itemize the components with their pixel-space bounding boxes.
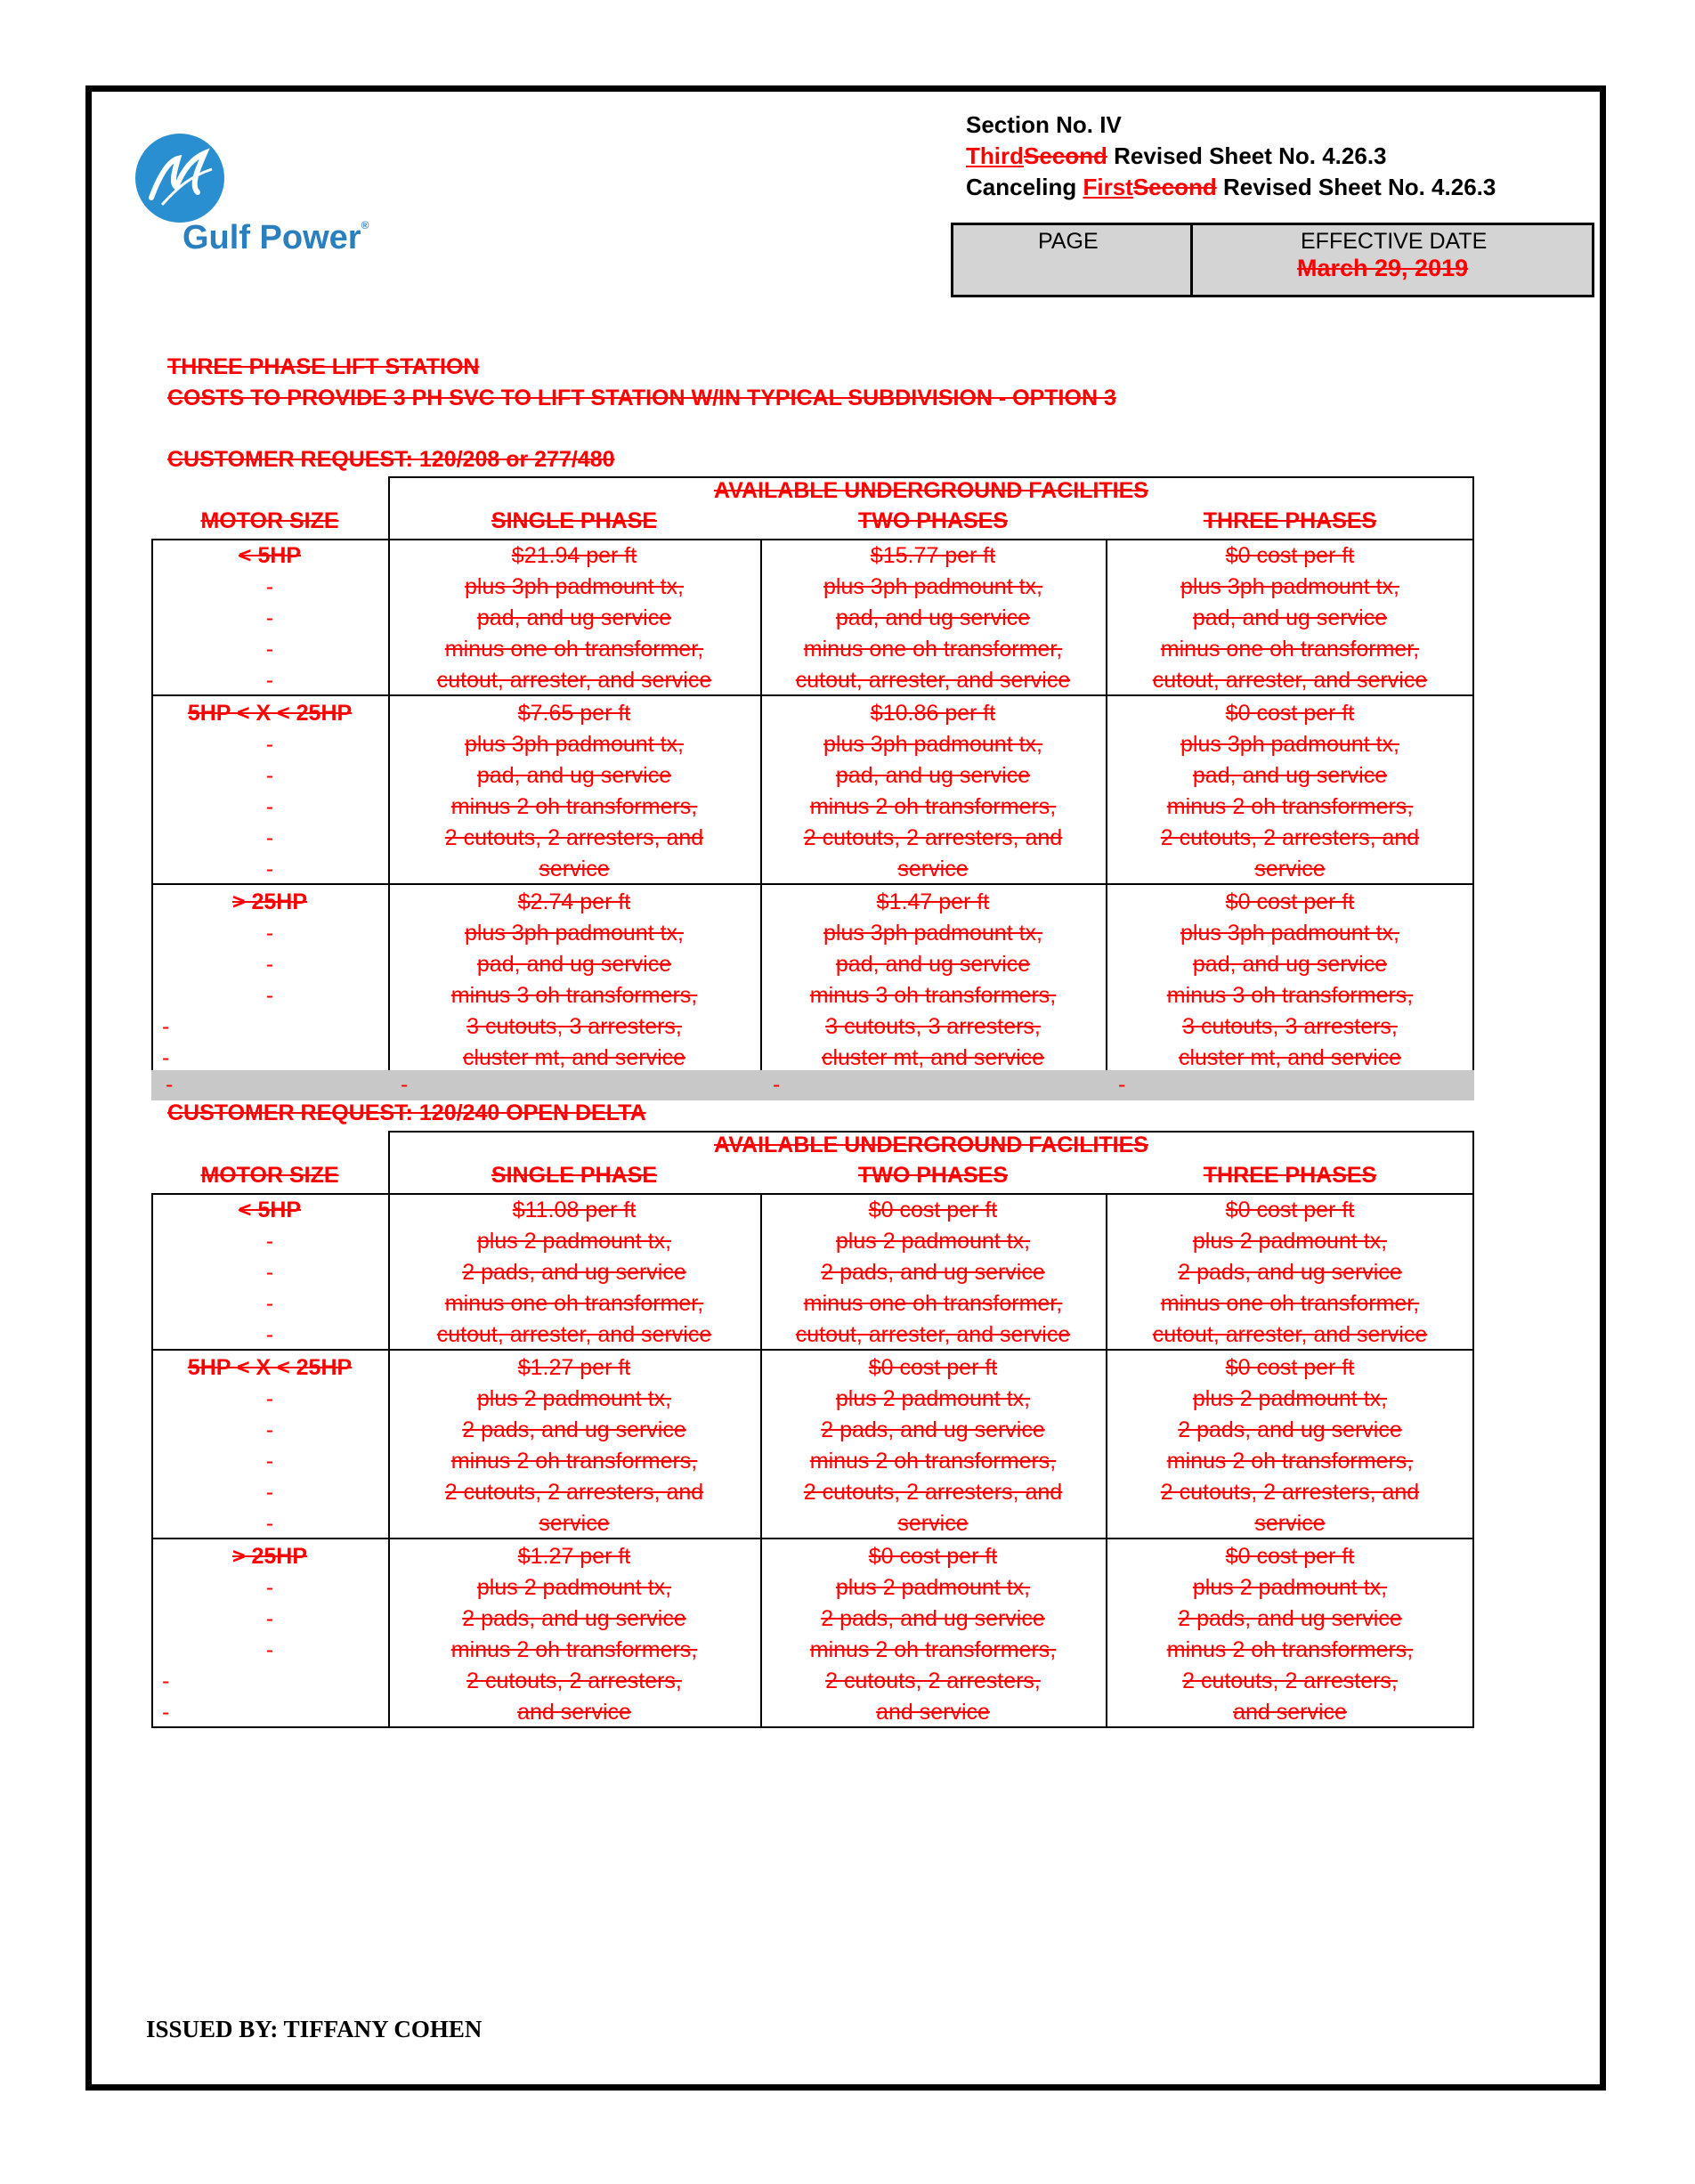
single-phase-cell-line: cutout, arrester, and service <box>436 1322 712 1347</box>
two-phase-cell-line: and service <box>876 1700 990 1725</box>
three-phase-cell-line: minus 2 oh transformers, <box>1166 1449 1414 1474</box>
logo-text: Gulf Power® <box>182 219 369 256</box>
page-effective-date-box <box>951 223 1594 297</box>
column-border <box>1106 1193 1107 1728</box>
dash: - <box>265 732 274 757</box>
three-phase-cell-line: pad, and ug service <box>1192 605 1388 630</box>
two-phase-cell-line: cutout, arrester, and service <box>795 1322 1071 1347</box>
three-phase-cell-line: cutout, arrester, and service <box>1152 668 1428 693</box>
two-phase-cell-line: minus one oh transformer, <box>803 637 1063 662</box>
two-phase-cell-line: pad, and ug service <box>835 605 1031 630</box>
three-phase-cell-line: service <box>1254 1511 1326 1536</box>
dash: - <box>265 825 274 850</box>
single-phase-cell-line: $1.27 per ft <box>517 1355 631 1380</box>
single-phase-cell-line: 2 pads, and ug service <box>462 1417 686 1442</box>
motor-size-cell: > 25HP <box>231 889 308 914</box>
dash: - <box>162 1045 170 1070</box>
three-phase-cell-line: minus 2 oh transformers, <box>1166 794 1414 819</box>
page-label: PAGE <box>1038 229 1099 254</box>
row-border <box>151 1726 1474 1728</box>
single-phase-cell-line: $7.65 per ft <box>517 701 631 726</box>
single-phase-cell-line: pad, and ug service <box>476 952 672 977</box>
row-border <box>151 1538 1474 1539</box>
three-phase-cell-line: plus 2 padmount tx, <box>1192 1575 1388 1600</box>
three-phase-cell-line: and service <box>1233 1700 1347 1725</box>
three-phase-cell-line: plus 3ph padmount tx, <box>1180 921 1399 946</box>
two-phase-cell-line: service <box>897 1511 969 1536</box>
revised-sheet-line: ThirdSecond Revised Sheet No. 4.26.3 <box>966 142 1387 169</box>
single-phase-cell-line: and service <box>517 1700 631 1725</box>
column-border <box>388 539 390 1074</box>
two-phase-cell-line: $10.86 per ft <box>870 701 996 726</box>
three-phase-cell-line: 2 cutouts, 2 arresters, and <box>1160 825 1420 850</box>
three-phase-cell-line: 2 cutouts, 2 arresters, <box>1182 1668 1398 1693</box>
two-phase-cell-line: minus 3 oh transformers, <box>809 983 1057 1008</box>
single-phase-cell-line: minus 2 oh transformers, <box>450 1637 698 1662</box>
two-phase-cell-line: plus 2 padmount tx, <box>835 1575 1031 1600</box>
effective-date-label: EFFECTIVE DATE <box>1301 229 1488 254</box>
dash: - <box>265 857 274 881</box>
doc-title: THREE PHASE LIFT STATION <box>167 354 480 379</box>
single-phase-cell-line: $1.27 per ft <box>517 1544 631 1569</box>
two-phase-cell-line: plus 2 padmount tx, <box>835 1229 1031 1254</box>
two-phase-cell-line: plus 3ph padmount tx, <box>823 921 1042 946</box>
three-phase-cell-line: 3 cutouts, 3 arresters, <box>1182 1014 1398 1039</box>
two-phases-heading: TWO PHASES <box>857 1163 1009 1188</box>
three-phase-cell-line: minus 3 oh transformers, <box>1166 983 1414 1008</box>
single-phase-cell-line: plus 2 padmount tx, <box>476 1386 672 1411</box>
two-phase-cell-line: plus 3ph padmount tx, <box>823 574 1042 599</box>
dash: - <box>1118 1072 1126 1097</box>
motor-size-cell: > 25HP <box>231 1544 308 1569</box>
single-phase-cell-line: cutout, arrester, and service <box>436 668 712 693</box>
single-phase-cell-line: 2 cutouts, 2 arresters, and <box>444 1480 704 1505</box>
doc-subtitle: COSTS TO PROVIDE 3 PH SVC TO LIFT STATION W/IN TYPICAL SUBDIVISION - OPTION 3 <box>167 386 1116 410</box>
row-border <box>151 1349 1474 1351</box>
three-phase-cell-line: 2 pads, and ug service <box>1178 1606 1402 1631</box>
dash: - <box>162 1700 170 1725</box>
two-phase-cell-line: minus 2 oh transformers, <box>809 1637 1057 1662</box>
two-phase-cell-line: 2 pads, and ug service <box>821 1417 1045 1442</box>
three-phase-cell-line: plus 3ph padmount tx, <box>1180 732 1399 757</box>
motor-size-heading: MOTOR SIZE <box>200 508 339 533</box>
dash: - <box>265 1575 274 1600</box>
dash: - <box>265 921 274 946</box>
two-phase-cell-line: cutout, arrester, and service <box>795 668 1071 693</box>
column-border <box>151 539 153 1074</box>
two-phase-cell-line: pad, and ug service <box>835 952 1031 977</box>
dash: - <box>265 1229 274 1254</box>
motor-size-heading: MOTOR SIZE <box>200 1163 339 1188</box>
dash: - <box>265 983 274 1008</box>
three-phase-cell-line: minus one oh transformer, <box>1160 1291 1420 1316</box>
two-phase-cell-line: plus 2 padmount tx, <box>835 1386 1031 1411</box>
column-border <box>760 539 762 1074</box>
dash: - <box>265 1260 274 1285</box>
separator-row <box>151 1070 1474 1100</box>
dash: - <box>265 1449 274 1474</box>
two-phase-cell-line: 2 cutouts, 2 arresters, and <box>803 825 1063 850</box>
motor-size-cell: 5HP < X < 25HP <box>187 1355 353 1380</box>
three-phases-heading: THREE PHASES <box>1203 508 1377 533</box>
single-phase-cell-line: $2.74 per ft <box>517 889 631 914</box>
dash: - <box>265 1417 274 1442</box>
two-phase-cell-line: $1.47 per ft <box>876 889 990 914</box>
two-phase-cell-line: 2 pads, and ug service <box>821 1260 1045 1285</box>
motor-size-cell: < 5HP <box>238 543 302 568</box>
dash: - <box>773 1072 781 1097</box>
company-logo <box>135 134 438 258</box>
single-phase-cell-line: minus one oh transformer, <box>444 637 704 662</box>
dash: - <box>265 1322 274 1347</box>
three-phase-cell-line: minus one oh transformer, <box>1160 637 1420 662</box>
dash: - <box>265 668 274 693</box>
dash: - <box>265 794 274 819</box>
column-border <box>1472 539 1474 1074</box>
section-number: Section No. IV <box>966 111 1122 138</box>
customer-request-1: CUSTOMER REQUEST: 120/208 or 277/480 <box>167 447 615 472</box>
three-phase-cell-line: 2 pads, and ug service <box>1178 1417 1402 1442</box>
three-phase-cell-line: plus 3ph padmount tx, <box>1180 574 1399 599</box>
dash: - <box>166 1072 174 1097</box>
single-phase-cell-line: minus one oh transformer, <box>444 1291 704 1316</box>
two-phase-cell-line: 2 cutouts, 2 arresters, <box>825 1668 1041 1693</box>
single-phase-cell-line: 2 pads, and ug service <box>462 1606 686 1631</box>
three-phase-cell-line: $0 cost per ft <box>1225 889 1355 914</box>
single-phase-cell-line: plus 2 padmount tx, <box>476 1575 672 1600</box>
column-border <box>760 1193 762 1728</box>
dash: - <box>265 1386 274 1411</box>
single-phase-cell-line: 2 cutouts, 2 arresters, <box>466 1668 682 1693</box>
single-phase-cell-line: service <box>539 1511 610 1536</box>
single-phase-cell-line: $21.94 per ft <box>511 543 637 568</box>
single-phase-cell-line: plus 3ph padmount tx, <box>465 921 684 946</box>
single-phase-cell-line: plus 2 padmount tx, <box>476 1229 672 1254</box>
issued-by: ISSUED BY: TIFFANY COHEN <box>146 2016 483 2042</box>
gulf-power-logo-icon <box>135 134 224 223</box>
three-phases-heading: THREE PHASES <box>1203 1163 1377 1188</box>
single-phase-cell-line: plus 3ph padmount tx, <box>465 574 684 599</box>
three-phase-cell-line: plus 2 padmount tx, <box>1192 1229 1388 1254</box>
single-phase-heading: SINGLE PHASE <box>491 1163 658 1188</box>
two-phase-cell-line: service <box>897 857 969 881</box>
two-phase-cell-line: 2 cutouts, 2 arresters, and <box>803 1480 1063 1505</box>
three-phase-cell-line: cutout, arrester, and service <box>1152 1322 1428 1347</box>
dash: - <box>265 1606 274 1631</box>
two-phase-cell-line: plus 3ph padmount tx, <box>823 732 1042 757</box>
single-phase-cell-line: pad, and ug service <box>476 605 672 630</box>
dash: - <box>265 1511 274 1536</box>
dash: - <box>265 1291 274 1316</box>
three-phase-cell-line: $0 cost per ft <box>1225 1198 1355 1222</box>
dash: - <box>265 763 274 788</box>
two-phase-cell-line: minus 2 oh transformers, <box>809 794 1057 819</box>
three-phase-cell-line: pad, and ug service <box>1192 763 1388 788</box>
effective-date: March 29, 2019 <box>1297 255 1469 281</box>
dash: - <box>265 637 274 662</box>
three-phase-cell-line: minus 2 oh transformers, <box>1166 1637 1414 1662</box>
two-phase-cell-line: $0 cost per ft <box>868 1355 998 1380</box>
two-phase-cell-line: minus 2 oh transformers, <box>809 1449 1057 1474</box>
column-border <box>1472 1193 1474 1728</box>
three-phase-cell-line: service <box>1254 857 1326 881</box>
two-phase-cell-line: $15.77 per ft <box>870 543 996 568</box>
single-phase-cell-line: minus 2 oh transformers, <box>450 1449 698 1474</box>
canceling-sheet-line: Canceling FirstSecond Revised Sheet No. 4.26.3 <box>966 174 1496 200</box>
two-phase-cell-line: 2 pads, and ug service <box>821 1606 1045 1631</box>
three-phase-cell-line: $0 cost per ft <box>1225 1544 1355 1569</box>
three-phase-cell-line: pad, and ug service <box>1192 952 1388 977</box>
dash: - <box>265 605 274 630</box>
single-phase-cell-line: 2 pads, and ug service <box>462 1260 686 1285</box>
three-phase-cell-line: 2 cutouts, 2 arresters, and <box>1160 1480 1420 1505</box>
dash: - <box>265 952 274 977</box>
three-phase-cell-line: $0 cost per ft <box>1225 543 1355 568</box>
row-border <box>151 694 1474 696</box>
available-facilities-heading: AVAILABLE UNDERGROUND FACILITIES <box>714 1133 1148 1157</box>
dash: - <box>401 1072 409 1097</box>
three-phase-cell-line: $0 cost per ft <box>1225 701 1355 726</box>
single-phase-cell-line: pad, and ug service <box>476 763 672 788</box>
motor-size-cell: 5HP < X < 25HP <box>187 701 353 726</box>
three-phase-cell-line: cluster mt, and service <box>1178 1045 1402 1070</box>
single-phase-cell-line: 2 cutouts, 2 arresters, and <box>444 825 704 850</box>
two-phase-cell-line: $0 cost per ft <box>868 1544 998 1569</box>
single-phase-cell-line: minus 3 oh transformers, <box>450 983 698 1008</box>
column-border <box>1106 539 1107 1074</box>
two-phase-cell-line: cluster mt, and service <box>821 1045 1045 1070</box>
single-phase-cell-line: service <box>539 857 610 881</box>
single-phase-cell-line: plus 3ph padmount tx, <box>465 732 684 757</box>
three-phase-cell-line: 2 pads, and ug service <box>1178 1260 1402 1285</box>
two-phase-cell-line: $0 cost per ft <box>868 1198 998 1222</box>
dash: - <box>265 1480 274 1505</box>
row-border <box>151 883 1474 885</box>
two-phases-heading: TWO PHASES <box>857 508 1009 533</box>
dash: - <box>265 1637 274 1662</box>
column-border <box>388 1193 390 1728</box>
two-phase-cell-line: minus one oh transformer, <box>803 1291 1063 1316</box>
single-phase-cell-line: 3 cutouts, 3 arresters, <box>466 1014 682 1039</box>
single-phase-heading: SINGLE PHASE <box>491 508 658 533</box>
three-phase-cell-line: $0 cost per ft <box>1225 1355 1355 1380</box>
column-border <box>151 1193 153 1728</box>
single-phase-cell-line: cluster mt, and service <box>462 1045 686 1070</box>
two-phase-cell-line: 3 cutouts, 3 arresters, <box>825 1014 1041 1039</box>
dash: - <box>265 574 274 599</box>
dash: - <box>162 1668 170 1693</box>
dash: - <box>162 1014 170 1039</box>
customer-request-2: CUSTOMER REQUEST: 120/240 OPEN DELTA <box>167 1100 646 1125</box>
available-facilities-heading: AVAILABLE UNDERGROUND FACILITIES <box>714 478 1148 503</box>
three-phase-cell-line: plus 2 padmount tx, <box>1192 1386 1388 1411</box>
single-phase-cell-line: $11.08 per ft <box>512 1198 637 1222</box>
motor-size-cell: < 5HP <box>238 1198 302 1222</box>
single-phase-cell-line: minus 2 oh transformers, <box>450 794 698 819</box>
two-phase-cell-line: pad, and ug service <box>835 763 1031 788</box>
